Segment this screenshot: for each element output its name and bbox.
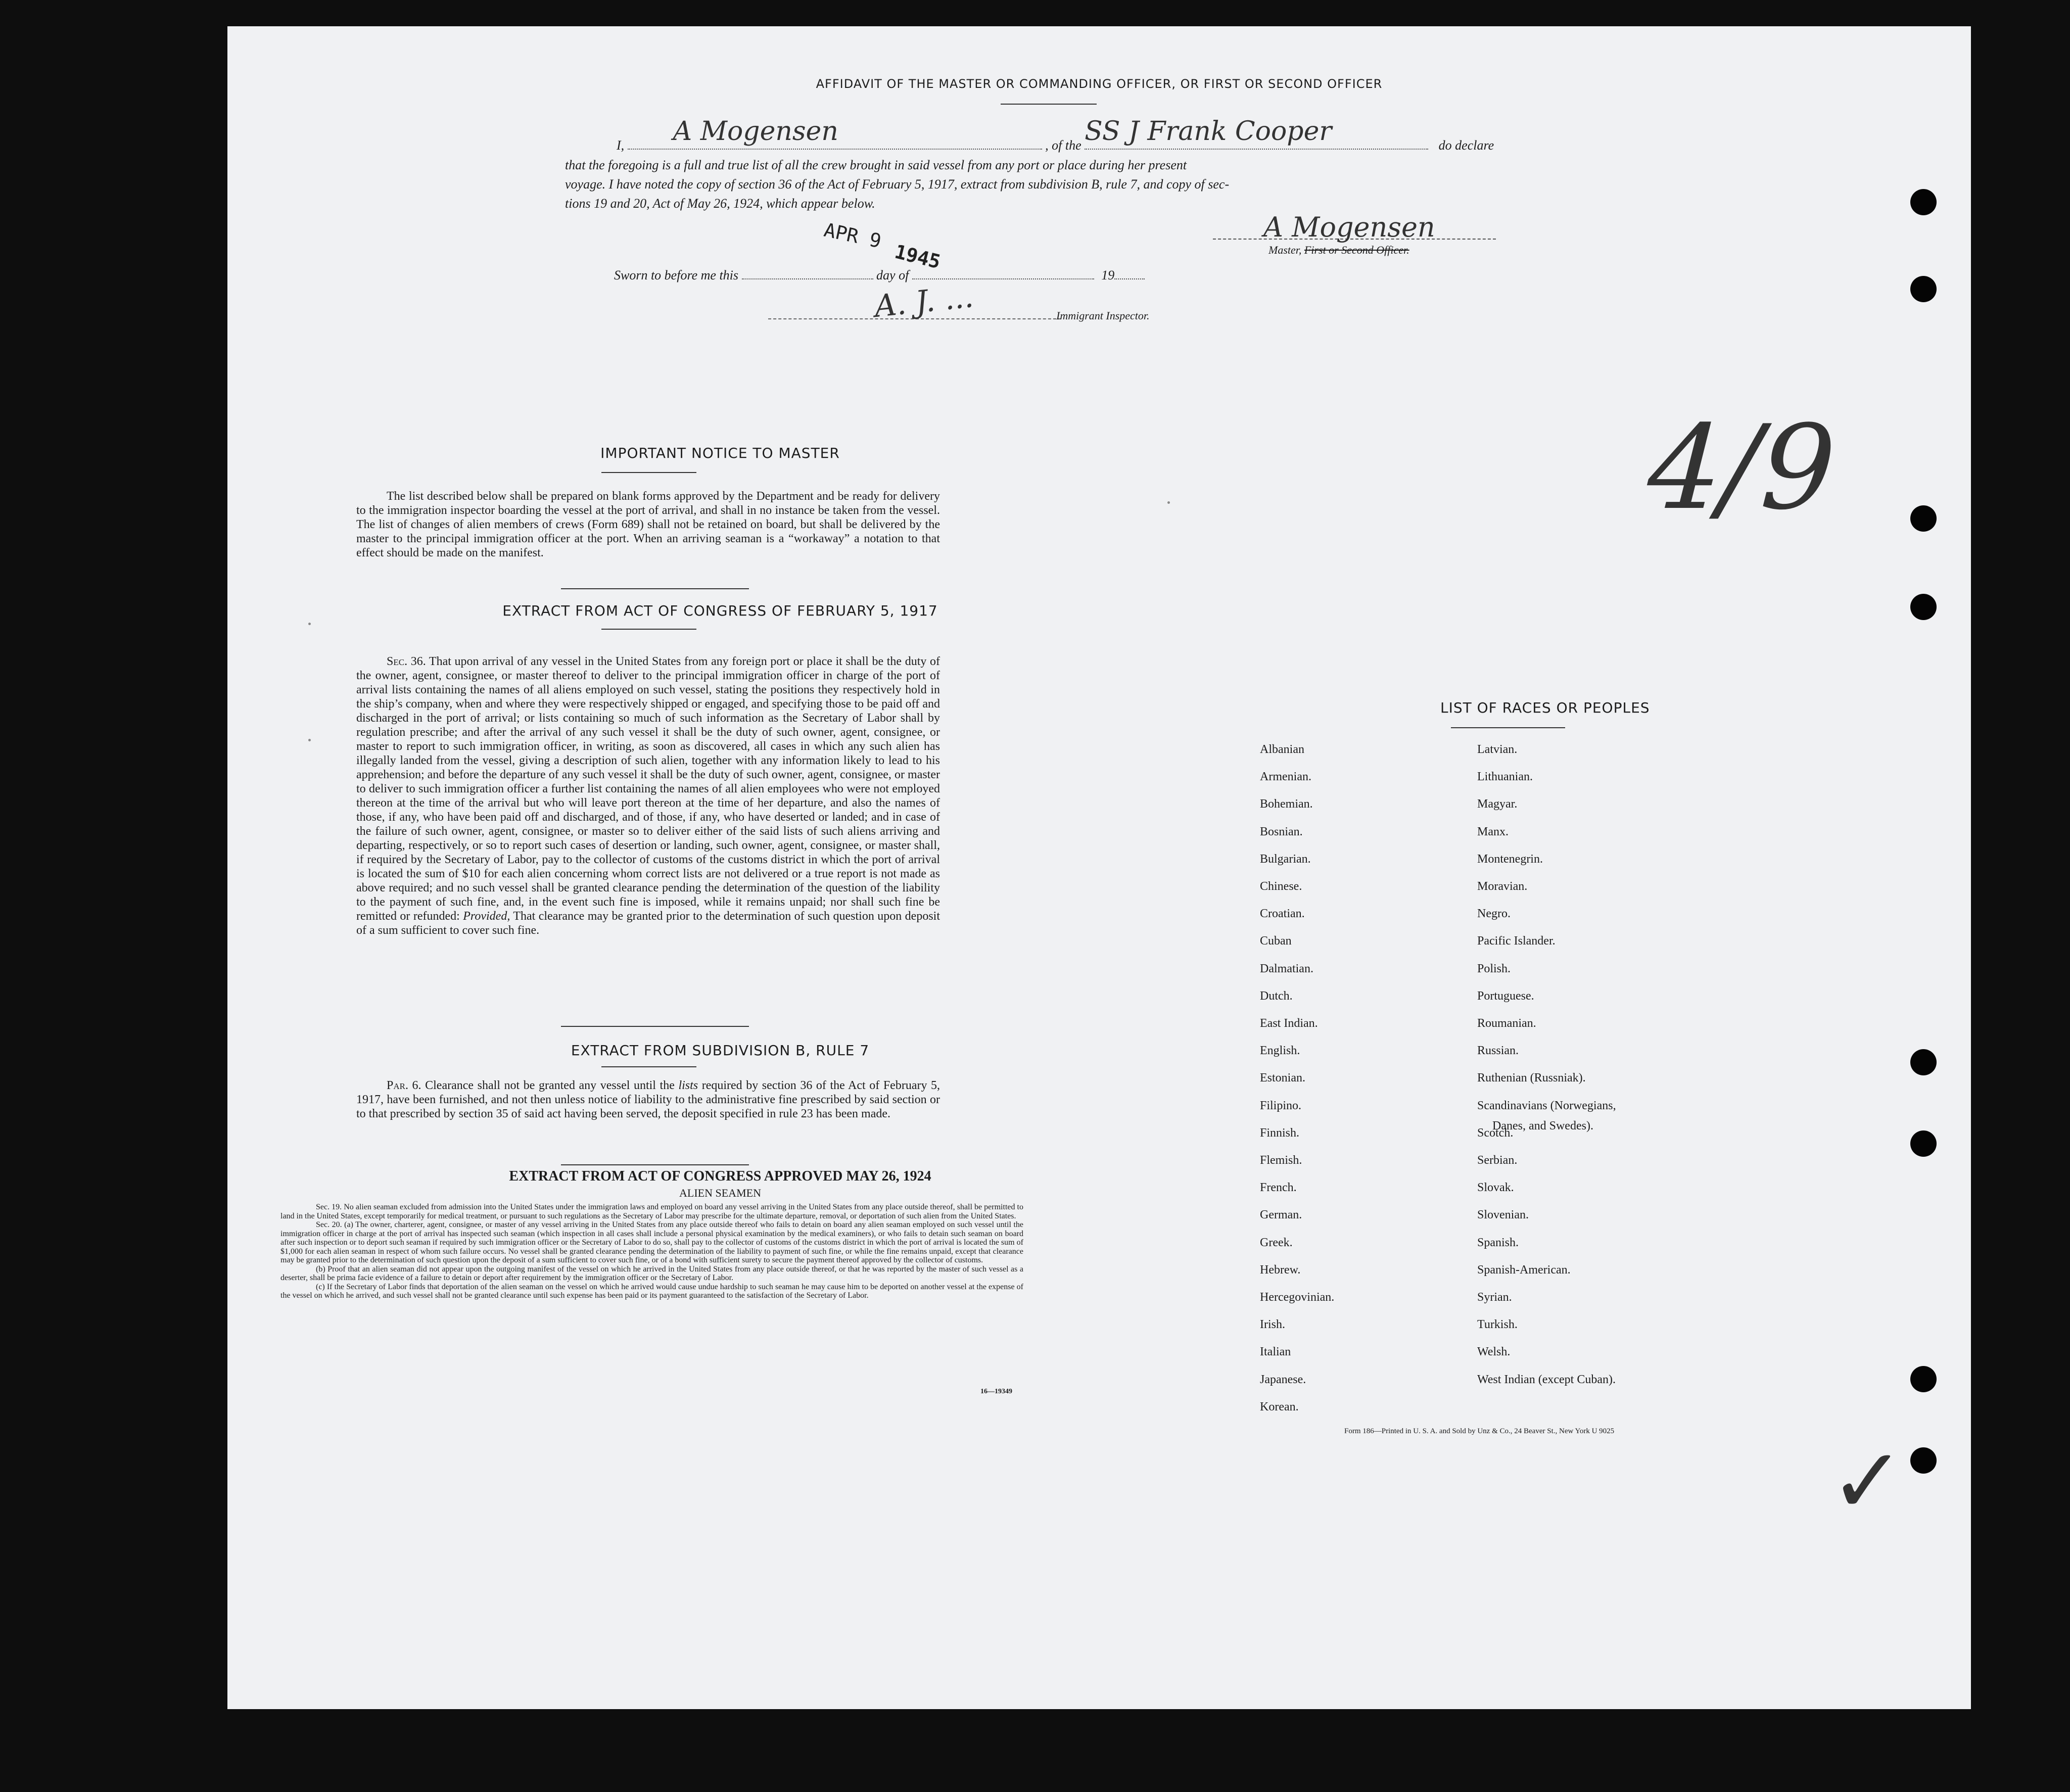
race-item: Armenian.	[1260, 770, 1311, 784]
race-item: Welsh.	[1477, 1345, 1511, 1359]
rule-7-rule	[601, 1066, 696, 1067]
affidavit-i: I,	[617, 138, 625, 153]
race-item: Slovak.	[1477, 1181, 1514, 1195]
section-36-label: Sec. 36.	[387, 655, 426, 668]
race-item: Croatian.	[1260, 907, 1305, 921]
binder-hole	[1910, 1049, 1937, 1075]
paper-speck	[308, 739, 311, 741]
race-item: Korean.	[1260, 1400, 1299, 1413]
race-item: Bosnian.	[1260, 825, 1303, 838]
race-item: Estonian.	[1260, 1071, 1305, 1085]
race-item: Greek.	[1260, 1236, 1293, 1249]
notice-title: IMPORTANT NOTICE TO MASTER	[600, 445, 840, 461]
race-item: French.	[1260, 1181, 1297, 1195]
race-item: Magyar.	[1477, 797, 1518, 811]
race-item: Flemish.	[1260, 1154, 1302, 1167]
rule-7-title: EXTRACT FROM SUBDIVISION B, RULE 7	[571, 1042, 870, 1059]
par-6-lists: lists	[678, 1079, 698, 1092]
binder-hole	[1910, 594, 1937, 620]
race-item: West Indian (except Cuban).	[1477, 1373, 1616, 1386]
race-item: Ruthenian (Russniak).	[1477, 1071, 1586, 1085]
separator-rule-3	[561, 1164, 749, 1165]
race-item: Irish.	[1260, 1318, 1285, 1332]
check-mark: ✓	[1829, 1429, 1906, 1534]
race-item: Russian.	[1477, 1044, 1519, 1058]
extract-1917-rule	[601, 629, 696, 630]
handwritten-count: 4/9	[1630, 401, 1852, 536]
affidavit-line-3: voyage. I have noted the copy of section 36 of the Act of February 5, 1917, extract from subdivision B, rule 7, and copy of sec-	[565, 177, 1230, 192]
section-36-body: That upon arrival of any vessel in the United States from any foreign port or place it shall be the duty of the owner, agent, consignee, or master thereof to deliver to the principal immigration officer in charge of the port of arrival lists containing the names of all aliens employed on such vessel, stating the positions they respectively hold in the ship’s company, when and where they were respectively shipped or engaged, and specifying those to be paid off and discharged in the port of arrival; or lists containing so much of such information as the Secretary of Labor shall by regulation prescribe; and after the arrival of any such vessel it shall be the duty of such owner, agent, consignee, or master to report to such immigration officer, in writing, as soon as discovered, all cases in which any such alien has illegally landed from the vessel, giving a description of such alien, together with any information likely to lead to his apprehension; and before the departure of any such vessel it shall be the duty of such owner, agent, consignee, or master to deliver to such immigration officer a further list containing the names of all alien employees who were not employed thereon at the time of the arrival but who will leave port thereon at the time of her departure, and also the names of those, if any, who have been paid off and discharged, and of those, if any, who have deserted or landed; and in case of the failure of such owner, agent, consignee, or master so to deliver either of the said lists of such aliens arriving and departing, respectively, or so to report such cases of desertion or landing, such owner, agent, consignee, or master shall, if required by the Secretary of Labor, pay to the collector of customs of the customs district in which the port of arrival is located the sum of $10 for each alien concerning whom correct lists are not delivered or a true report is not made as above required; and no such vessel shall be granted clearance pending the determination of the question of the liability to the payment of such fine, and, in the event such fine is imposed, while it remains unpaid; nor shall such fine be remitted or refunded:	[356, 655, 940, 923]
separator-rule-1	[561, 588, 749, 589]
race-item: Spanish-American.	[1477, 1263, 1571, 1277]
inspector-caption: Immigrant Inspector.	[1056, 309, 1150, 322]
race-item: Spanish.	[1477, 1236, 1519, 1249]
race-item: East Indian.	[1260, 1017, 1318, 1030]
races-rule	[1451, 727, 1565, 728]
race-item: Pacific Islander.	[1477, 934, 1556, 948]
affidavit-of-the: , of the	[1045, 138, 1081, 153]
extract-1924-title: EXTRACT FROM ACT OF CONGRESS APPROVED MAY 26, 1924	[509, 1168, 931, 1184]
affidavit-title: AFFIDAVIT OF THE MASTER OR COMMANDING OFFICER, OR FIRST OR SECOND OFFICER	[816, 77, 1383, 91]
race-item: Syrian.	[1477, 1291, 1512, 1304]
race-item: Cuban	[1260, 934, 1292, 948]
race-item: Polish.	[1477, 962, 1511, 975]
binder-hole	[1910, 189, 1937, 215]
section-20b: (b) Proof that an alien seaman did not appear upon the outgoing manifest of the vessel on which he arrived in the United States from any place outside thereof, or that he was reported by the master of such vessel as a deserter, shall be prima facie evidence of a failure to detain or deport after requirement by the immigration officer or the Secretary of Labor.	[280, 1264, 1023, 1282]
race-item: Slovenian.	[1477, 1208, 1529, 1222]
race-item: Portuguese.	[1477, 989, 1534, 1003]
master-caption-prefix: Master,	[1268, 244, 1302, 256]
master-name-field	[628, 116, 1042, 150]
form-note: Form 186—Printed in U. S. A. and Sold by Unz & Co., 24 Beaver St., New York U 9025	[1344, 1427, 1615, 1435]
year-prefix: 19	[1101, 268, 1115, 282]
sworn-day-field	[742, 278, 873, 279]
race-item: Hebrew.	[1260, 1263, 1301, 1277]
separator-rule-2	[561, 1026, 749, 1027]
race-item: Turkish.	[1477, 1318, 1518, 1332]
race-item: Serbian.	[1477, 1154, 1518, 1167]
inspector-signature: A. J. ...	[872, 278, 975, 325]
notice-text: The list described below shall be prepared on blank forms approved by the Department and be ready for delivery to the immigration inspector boarding the vessel at the port of arrival, and shall in no instance be taken from the vessel. The list of changes of alien members of crews (Form 689) shall not be retained on board, but shall be delivered by the master to the principal immigration officer at the port. When an arriving seaman is a “workaway” a notation to that effect should be made on the manifest.	[356, 490, 940, 559]
master-signature: A Mogensen	[1263, 211, 1435, 243]
affidavit-line-4: tions 19 and 20, Act of May 26, 1924, which appear below.	[565, 196, 875, 211]
par-6-body-a: Clearance shall not be granted any vessel until the	[425, 1079, 675, 1092]
sworn-label: Sworn to before me this	[614, 268, 739, 282]
year-field	[1114, 278, 1145, 279]
race-item: Bohemian.	[1260, 797, 1313, 811]
race-scandinavians-continued: Danes, and Swedes).	[1492, 1119, 1593, 1133]
binder-hole	[1910, 505, 1937, 532]
notice-rule	[601, 472, 696, 473]
affidavit-line-2: that the foregoing is a full and true list of all the crew brought in said vessel from any port or place during her present	[565, 158, 1187, 172]
vessel-name-field	[1085, 116, 1428, 150]
race-item: Montenegrin.	[1477, 852, 1543, 866]
race-item: Chinese.	[1260, 880, 1302, 893]
race-item: English.	[1260, 1044, 1300, 1058]
race-item: Manx.	[1477, 825, 1509, 838]
section-20c: (c) If the Secretary of Labor finds that deportation of the alien seaman on the vessel on which he arrived would cause undue hardship to such seaman he may cause him to be deported on another vessel at the expense of the vessel on which he arrived, and such vessel shall not be granted clearance until such expense has been paid or its payment guaranteed to the satisfaction of the Secretary of Labor.	[280, 1282, 1023, 1300]
affidavit-do-declare: do declare	[1438, 138, 1494, 153]
par-6-label: Par. 6.	[387, 1079, 421, 1092]
binder-hole	[1910, 276, 1937, 302]
race-item: Filipino.	[1260, 1099, 1302, 1112]
extract-1917-title: EXTRACT FROM ACT OF CONGRESS OF FEBRUARY 5, 1917	[502, 602, 938, 619]
par-6-body-b: required by section 36 of the Act of February 5, 1917, have been furnished, and not then unless notice of liability to the administrative fine prescribed by said section or to that prescribed by section 35 of said act having been served, the deposit specified in rule 23 has been made.	[356, 1079, 940, 1120]
race-item: German.	[1260, 1208, 1302, 1222]
section-36-end: That clearance may be granted prior to the determination of such question upon deposit of a sum sufficient to cover such fine.	[356, 910, 940, 937]
paper-speck	[1167, 501, 1170, 504]
affidavit-line-1	[617, 116, 1769, 153]
race-item: Albanian	[1260, 743, 1304, 756]
vessel-name-handwritten: SS J Frank Cooper	[1085, 116, 1332, 147]
race-item: Hercegovinian.	[1260, 1291, 1335, 1304]
race-item: Negro.	[1477, 907, 1511, 921]
race-item: Scandinavians (Norwegians,	[1477, 1099, 1616, 1112]
race-item: Japanese.	[1260, 1373, 1306, 1386]
extract-1924-text	[280, 1203, 1023, 1300]
race-item: Dutch.	[1260, 989, 1293, 1003]
binder-hole	[1910, 1130, 1937, 1157]
section-20a: Sec. 20. (a) The owner, charterer, agent, consignee, or master of any vessel arriving in the United States from any place outside thereof who fails to detain on board any alien seaman employed on such vessel until the immigration officer in charge at the port of arrival has inspected such seaman (which inspection in all cases shall include a personal physical examination by the medical examiners), or who fails to detain such seaman on board after such inspection or to deport such seaman if required by such immigration officer or the Secretary of Labor to do so, shall pay to the collector of customs of the customs district in which the port of arrival is located the sum of $1,000 for each alien seaman in respect of whom such failure occurs. No vessel shall be granted clearance pending the determination of the liability to payment of such fine, or while the fine remains unpaid, except that clearance may be granted prior to the determination of such question upon the deposit of a sum sufficient to cover such fine, or of a bond with sufficient surety to secure the payment thereof approved by the collector of customs.	[280, 1220, 1023, 1264]
document-page	[227, 26, 1971, 1709]
race-item: Latvian.	[1477, 743, 1518, 756]
sworn-month-field	[912, 278, 1094, 279]
date-stamp-month-day: APR 9	[822, 218, 883, 253]
form-code: 16—19349	[980, 1388, 1012, 1395]
race-item: Moravian.	[1477, 880, 1528, 893]
rule-7-text	[356, 1078, 940, 1121]
binder-hole	[1910, 1366, 1937, 1392]
race-item: Finnish.	[1260, 1126, 1300, 1140]
race-item: Roumanian.	[1477, 1017, 1536, 1030]
extract-1917-text	[356, 654, 940, 937]
master-name-handwritten: A Mogensen	[673, 116, 838, 147]
section-19: Sec. 19. No alien seaman excluded from admission into the United States under the immigration laws and employed on board any vessel arriving in the United States from any place outside thereof, shall be permitted to land in the United States, except temporarily for medical treatment, or pursuant to such regulations as the Secretary of Labor may prescribe for the ultimate departure, removal, or deportation of such alien from the United States.	[280, 1203, 1023, 1220]
binder-hole	[1910, 1447, 1937, 1474]
race-item: Scotch.	[1477, 1126, 1514, 1140]
paper-speck	[308, 623, 311, 625]
race-item: Italian	[1260, 1345, 1291, 1359]
race-item: Dalmatian.	[1260, 962, 1313, 975]
day-of-label: day of	[876, 268, 909, 282]
sworn-line	[614, 268, 1145, 283]
section-36-provided: Provided,	[463, 910, 510, 923]
races-title: LIST OF RACES OR PEOPLES	[1440, 699, 1650, 716]
master-caption	[1268, 244, 1409, 257]
master-caption-struck: First or Second Officer.	[1304, 244, 1409, 256]
extract-1924-subtitle: ALIEN SEAMEN	[679, 1187, 761, 1199]
date-stamp-year: 1945	[892, 240, 943, 273]
race-item: Bulgarian.	[1260, 852, 1311, 866]
race-item: Lithuanian.	[1477, 770, 1533, 784]
title-rule	[1001, 104, 1097, 105]
